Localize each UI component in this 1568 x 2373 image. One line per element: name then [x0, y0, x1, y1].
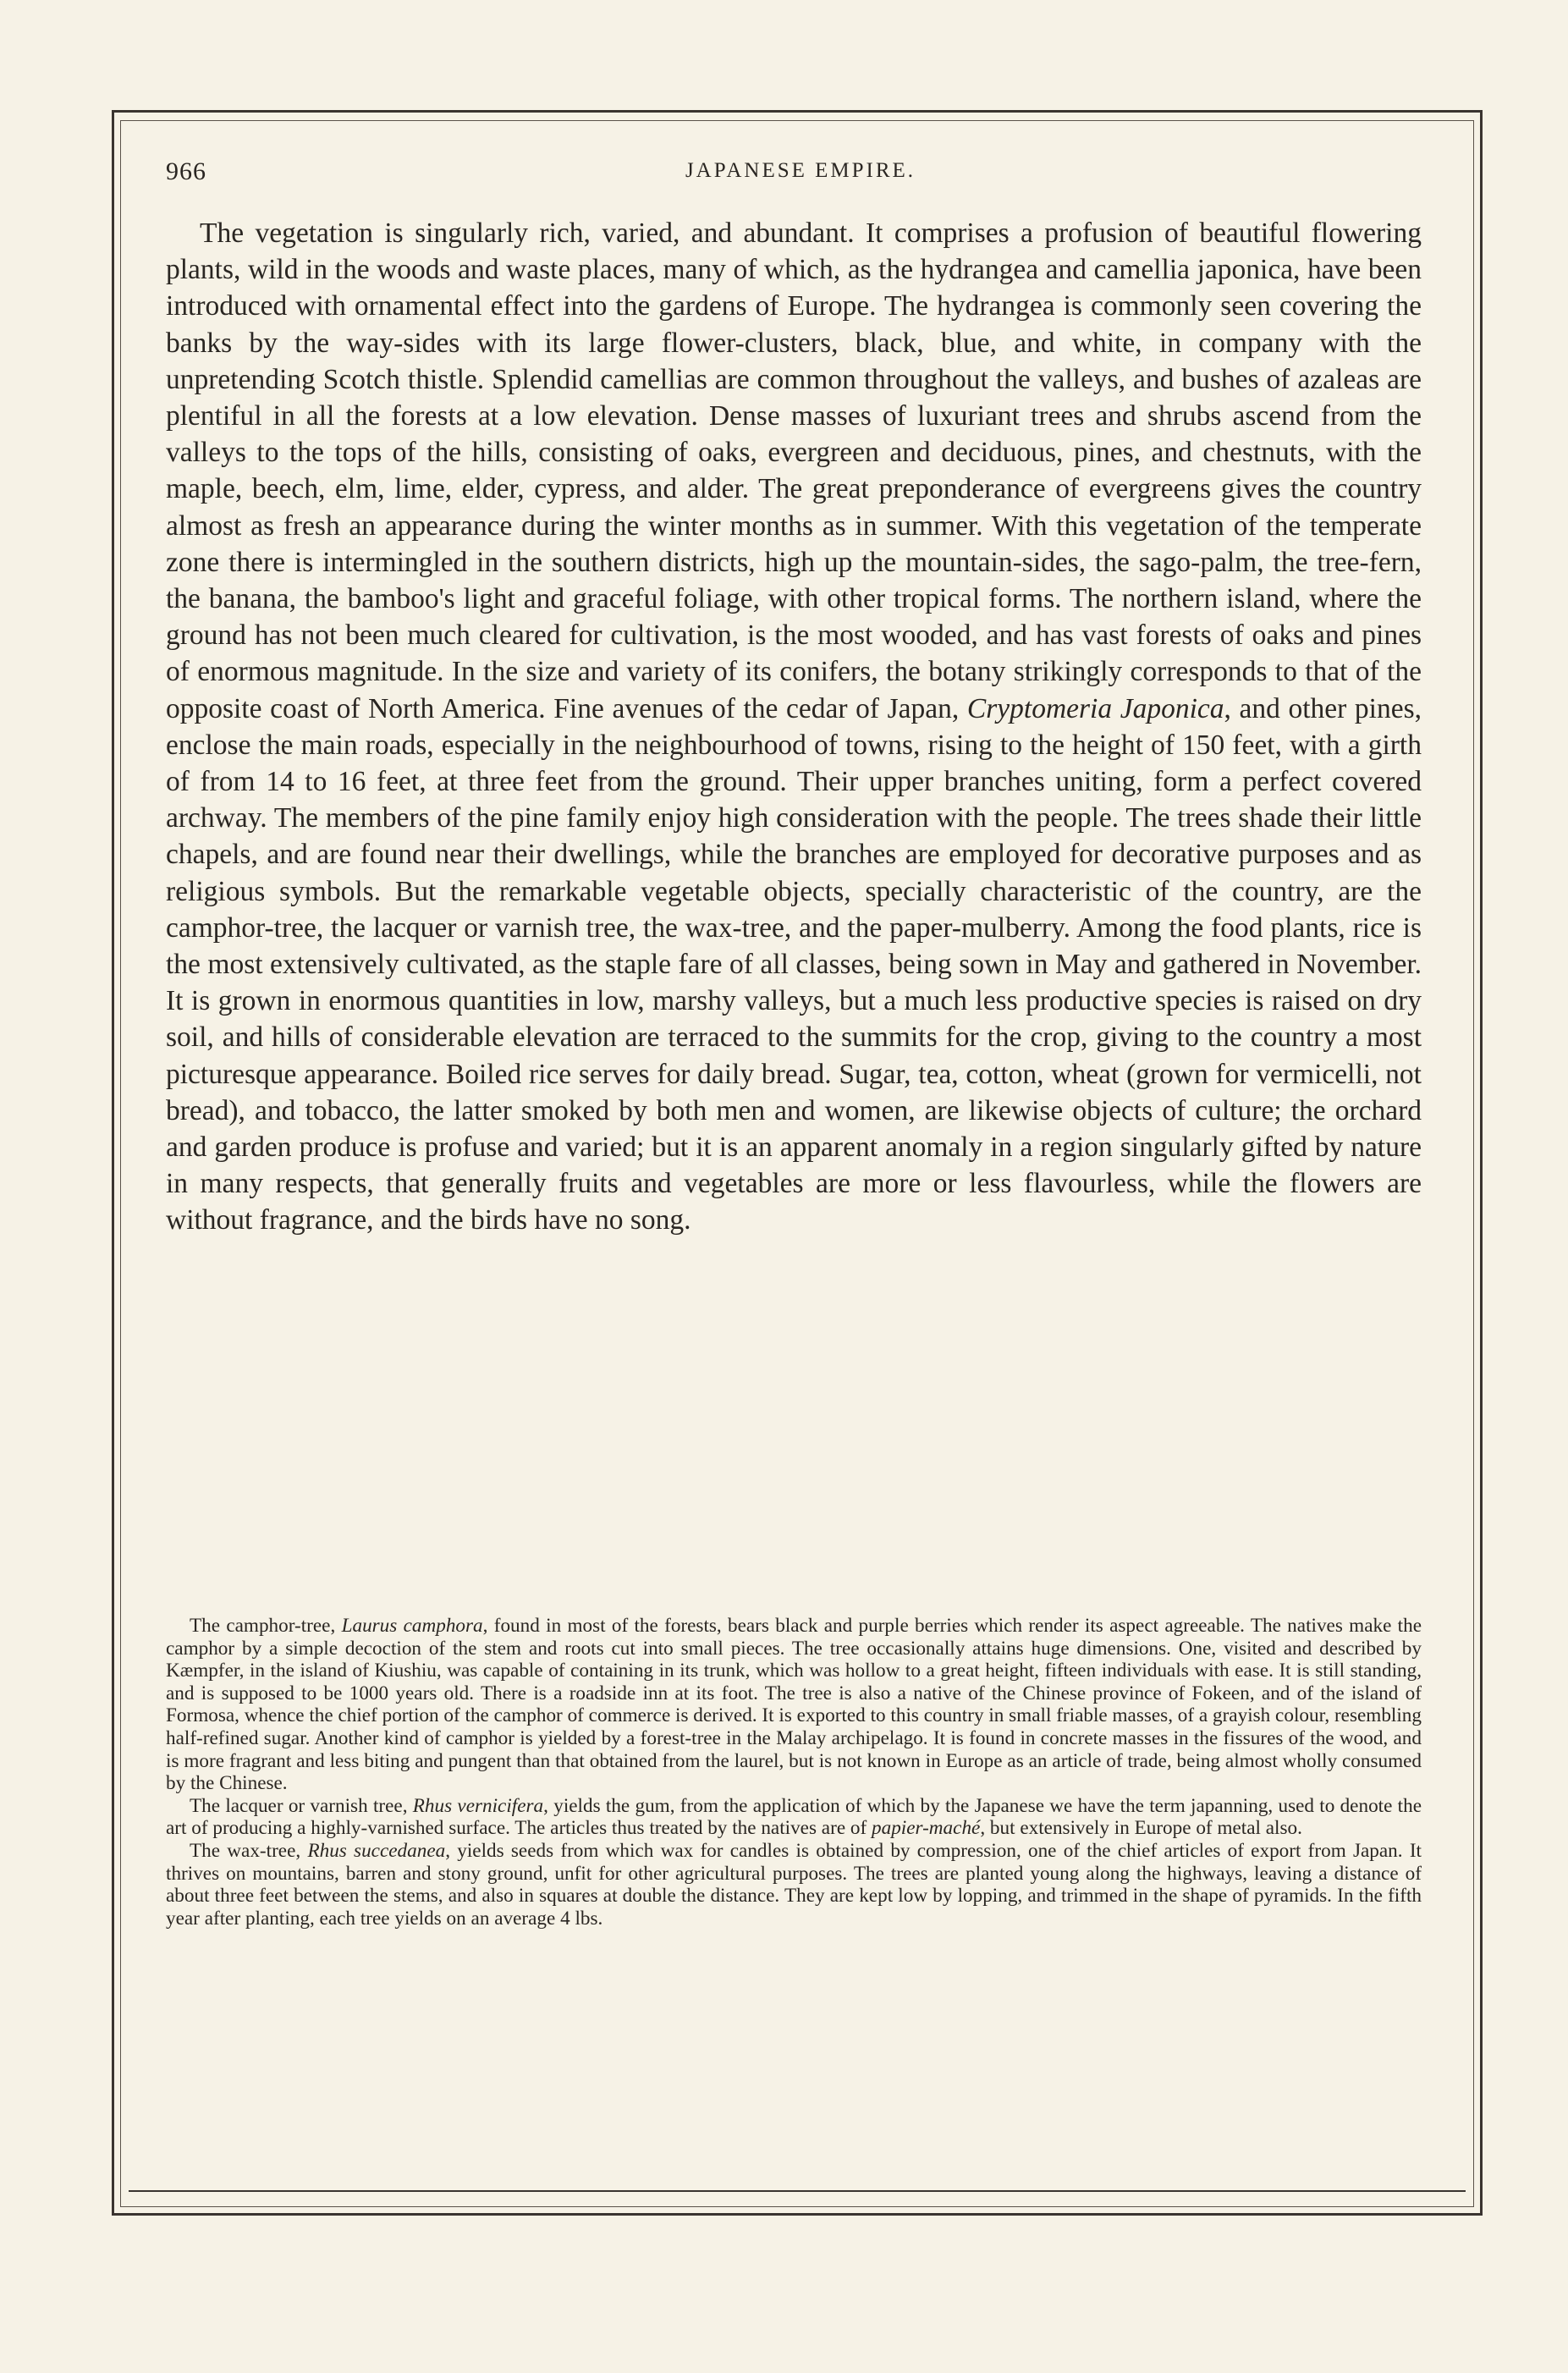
footnote-lacquer-papier: papier-maché — [872, 1817, 981, 1840]
body-text-part-2: , and other pines, enclose the main roads, especially in the neighbourhood of towns, rising to the height of 150 feet, with a girth of from 14 to 16 feet, at three feet from the ground. Their upper branches uniting, form a perfect covered archway. The members of the pine family enjoy high consideration with the people. The trees shade their little chapels, and are found near their dwellings, while the branches are employed for decorative purposes and as religious symbols. But the remarkable vegetable objects, specially characteristic of the country, are the camphor-tree, the lacquer or varnish tree, the wax-tree, and the paper-mulberry. Among the food plants, rice is the most extensively cultivated, as the staple fare of all classes, being sown in May and gathered in November. It is grown in enormous quantities in low, marshy valleys, but a much less productive species is raised on dry soil, and hills of considerable elevation are terraced to the summits for the crop, giving to the country a most picturesque appearance. Boiled rice serves for daily bread. Sugar, tea, cotton, wheat (grown for vermicelli, not bread), and tobacco, the latter smoked by both men and women, are likewise objects of culture; the orchard and garden produce is profuse and varied; but it is an apparent anomaly in a region singularly gifted by nature in many respects, that generally fruits and vegetables are more or less flavourless, while the flowers are without fragrance, and the birds have no song. — [166, 692, 1422, 1236]
footnote-camphor — [166, 1615, 1422, 1795]
footnote-lacquer-lead: The lacquer or varnish tree, — [190, 1794, 413, 1817]
footnote-wax — [166, 1840, 1422, 1930]
footnote-wax-latin: Rhus succedanea — [307, 1839, 446, 1862]
running-head: JAPANESE EMPIRE. — [685, 159, 916, 182]
footnote-camphor-lead: The camphor-tree, — [190, 1615, 342, 1637]
main-paragraph — [166, 215, 1422, 1239]
body-text-part-1: The vegetation is singularly rich, varied, and abundant. It comprises a profusion of beautiful flowering plants, wild in the woods and waste places, many of which, as the hydrangea and camellia japonica, have been introduced with ornamental effect into the gardens of Europe. The hydrangea is commonly seen covering the banks by the way-sides with its large flower-clusters, black, blue, and white, in company with the unpretending Scotch thistle. Splendid camellias are common throughout the valleys, and bushes of azaleas are plentiful in all the forests at a low elevation. Dense masses of luxuriant trees and shrubs ascend from the valleys to the tops of the hills, consisting of oaks, evergreen and deciduous, pines, and chestnuts, with the maple, beech, elm, lime, elder, cypress, and alder. The great preponderance of evergreens gives the country almost as fresh an appearance during the winter months as in summer. With this vegetation of the temperate zone there is intermingled in the southern districts, high up the mountain-sides, the sago-palm, the tree-fern, the banana, the bamboo's light and graceful foliage, with other tropical forms. The northern island, where the ground has not been much cleared for cultivation, is the most wooded, and has vast forests of oaks and pines of enormous magnitude. In the size and variety of its conifers, the botany strikingly corresponds to that of the opposite coast of North America. Fine avenues of the cedar of Japan, — [166, 217, 1422, 724]
bottom-rule — [129, 2190, 1466, 2192]
footnote-lacquer-latin: Rhus vernicifera — [412, 1794, 544, 1817]
page-number: 966 — [166, 157, 206, 185]
footnote-lacquer — [166, 1795, 1422, 1840]
footnote-camphor-latin: Laurus camphora — [341, 1615, 483, 1637]
footnote-wax-lead: The wax-tree, — [190, 1839, 308, 1862]
body-italic-cryptomeria: Cryptomeria Japonica — [966, 692, 1224, 724]
footnote-wax-text: , yields seeds from which wax for candles is obtained by compression, one of the chief articles of export from Japan. It thrives on mountains, barren and stony ground, unfit for other agricultural purposes. The trees are planted young along the highways, leaving a distance of about three feet between the stems, and also in squares at double the distance. They are kept low by lopping, and trimmed in the shape of pyramids. In the fifth year after planting, each tree yields on an average 4 lbs. — [166, 1839, 1422, 1930]
footnotes — [166, 1615, 1422, 1930]
footnote-camphor-text: , found in most of the forests, bears black and purple berries which render its aspect agreeable. The natives make the camphor by a simple decoction of the stem and roots cut into small pieces. The tree occasionally attains huge dimensions. One, visited and described by Kæmpfer, in the island of Kiushiu, was capable of containing in its trunk, which was hollow to a great height, fifteen individuals with ease. It is still standing, and is supposed to be 1000 years old. There is a roadside inn at its foot. The tree is also a native of the Chinese province of Fokeen, and of the island of Formosa, whence the chief portion of the camphor of commerce is derived. It is exported to this country in small friable masses, of a grayish colour, resembling half-refined sugar. Another kind of camphor is yielded by a forest-tree in the Malay archipelago. It is found in concrete masses in the fissures of the wood, and is more fragrant and less biting and pungent than that obtained from the laurel, but is not known in Europe as an article of trade, being almost wholly consumed by the Chinese. — [166, 1615, 1422, 1795]
footnote-lacquer-end: , but extensively in Europe of metal also. — [980, 1817, 1302, 1840]
footnote-lacquer-text: , yields the gum, from the application of which by the Japanese we have the term japanning, used to denote the art of producing a highly-varnished surface. The articles thus treated by the natives are of — [166, 1794, 1422, 1840]
page-header — [166, 157, 1435, 191]
